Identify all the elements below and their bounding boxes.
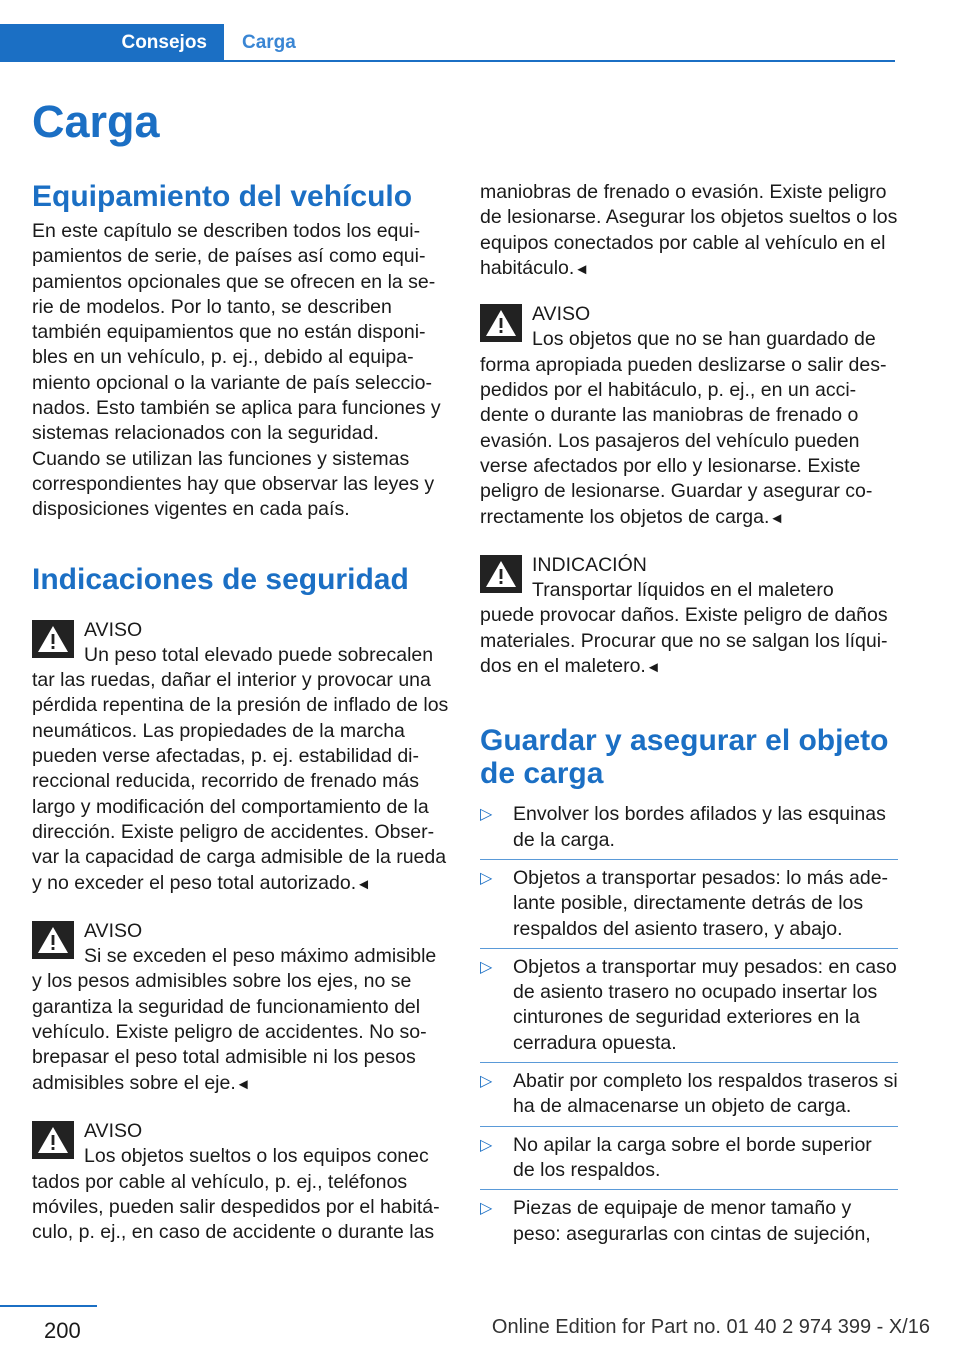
warning-triangle-icon [32, 620, 74, 658]
end-mark-icon: ◄ [235, 1075, 251, 1093]
warning-label: AVISO [532, 303, 591, 326]
notice-text-rest: puede provocar daños. Existe peligro de daños materiales. Procurar que no se salgan los líquidos en el maletero. [480, 604, 888, 678]
warning-triangle-icon [32, 1121, 74, 1159]
warning-text-first: Si se exceden el peso máximo admisible [84, 945, 437, 968]
notice-label: INDICACIÓN [532, 553, 647, 576]
cargo-list [480, 802, 898, 1246]
warning-text [32, 668, 450, 897]
warning-block [32, 1119, 450, 1245]
triangle-bullet-icon: ▷ [480, 806, 493, 824]
list-item [480, 866, 898, 942]
warning-text-rest: forma apropiada pueden deslizarse o salir despedidos por el habitáculo, p. ej., en un accidente o durante las maniobras de frenado o evasión. Los pasajeros del vehículo pueden verse afectados por ello y lesionarse. Existe peligro de lesionarse. Guardar y asegurar correctamente los objetos de carga. [480, 353, 887, 528]
page-number: 200 [44, 1318, 81, 1343]
end-mark-icon: ◄ [645, 659, 661, 677]
list-item [480, 1196, 898, 1247]
page-title: Carga [32, 96, 160, 147]
section-heading-equipamiento: Equipamiento del vehículo [32, 180, 413, 213]
list-divider [480, 1126, 898, 1127]
warning-text-first: Los objetos que no se han guardado de [532, 328, 876, 351]
warning-text-rest: y los pesos admisibles sobre los ejes, no se garantiza la seguridad de funcionamiento del vehículo. Existe peligro de accidentes. No sobrepasar el peso total admisible ni los pesos admisibles sobre el eje. [32, 970, 427, 1094]
notice-text-first: Transportar líquidos en el maletero [532, 579, 834, 602]
right-column [480, 180, 898, 1253]
list-item [480, 1133, 898, 1184]
list-item [480, 802, 898, 853]
warning-text [32, 969, 450, 1096]
triangle-bullet-icon: ▷ [480, 869, 493, 887]
warning-block [480, 302, 898, 531]
list-divider [480, 859, 898, 860]
continuation-text [480, 180, 898, 282]
list-item [480, 955, 898, 1056]
section-body-equipamiento: En este capítulo se describen todos los equipamientos de serie, de países así como equipamientos opcionales que se ofrecen en la serie de modelos. Por lo tanto, se describen también equipamientos que no están disponibles en un vehículo, p. ej., debido al equipamiento opcional o la variante de país seleccionados. Esto también se aplica para funciones y sistemas relacionados con la seguridad. Cuando se utilizan las funciones y sistemas correspondientes hay que observar las leyes y disposiciones vigentes en cada país. [32, 220, 441, 521]
end-mark-icon: ◄ [574, 260, 590, 278]
warning-text-first: Un peso total elevado puede sobrecalen [84, 643, 434, 666]
left-column [32, 180, 450, 1245]
warning-label: AVISO [84, 919, 143, 942]
list-divider [480, 948, 898, 949]
continuation-body: maniobras de frenado o evasión. Existe peligro de lesionarse. Asegurar los objetos sueltos o los equipos conectados por cable al vehículo en el habitáculo. [480, 181, 898, 279]
tab-consejos[interactable]: Consejos [0, 24, 224, 61]
triangle-bullet-icon: ▷ [480, 1200, 493, 1218]
edition-text: Online Edition for Part no. 01 40 2 974 399 - X/16 [491, 1316, 930, 1338]
triangle-bullet-icon: ▷ [480, 1136, 493, 1154]
warning-triangle-icon [480, 555, 522, 593]
warning-triangle-icon [32, 921, 74, 959]
list-item-text: Piezas de equipaje de menor tamaño y peso: asegurarlas con cintas de sujeción, [513, 1197, 871, 1245]
list-item-text: Objetos a transportar muy pesados: en caso de asiento trasero no ocupado insertar los cinturones de seguridad exteriores en la cerradura opuesta. [513, 955, 897, 1054]
warning-triangle-icon [480, 304, 522, 342]
tab-carga[interactable]: Carga [242, 32, 296, 53]
list-item [480, 1069, 898, 1120]
warning-text [480, 353, 898, 531]
warning-label: AVISO [84, 1119, 143, 1142]
list-item-text: Abatir por completo los respaldos traseros si ha de almacenarse un objeto de carga. [513, 1070, 898, 1118]
warning-text-rest: tar las ruedas, dañar el interior y provocar una pérdida repentina de la presión de inflado de los neumáticos. Las propiedades de la marcha pueden verse afectadas, p. ej. estabilidad direccional reducida, recorrido de frenado más largo y modificación del comportamiento de la dirección. Existe peligro de accidentes. Observar la capacidad de carga admisible de la rueda y no exceder el peso total autorizado. [32, 669, 449, 894]
list-item-text: Envolver los bordes afilados y las esquinas de la carga. [513, 803, 886, 851]
end-mark-icon: ◄ [356, 875, 371, 893]
warning-text-rest: tados por cable al vehículo, p. ej., teléfonos móviles, pueden salir despedidos por el habitáculo, p. ej., en caso de accidente o durante las [32, 1170, 440, 1244]
list-divider [480, 1189, 898, 1190]
notice-block [480, 553, 898, 680]
header-tabs [0, 24, 895, 62]
warning-text-first: Los objetos sueltos o los equipos conec [84, 1145, 429, 1168]
warning-block [32, 919, 450, 1097]
list-item-text: No apilar la carga sobre el borde superior de los respaldos. [513, 1133, 872, 1181]
notice-text [480, 603, 898, 680]
section-heading-seguridad: Indicaciones de seguridad [32, 562, 409, 596]
end-mark-icon: ◄ [769, 509, 785, 527]
list-divider [480, 1062, 898, 1063]
list-item-text: Objetos a transportar pesados: lo más adelante posible, directamente detrás de los respaldos del asiento trasero, y abajo. [513, 866, 889, 940]
triangle-bullet-icon: ▷ [480, 958, 493, 976]
section-heading-guardar: Guardar y asegurar el objeto de carga [480, 724, 889, 791]
warning-block [32, 618, 450, 897]
triangle-bullet-icon: ▷ [480, 1073, 493, 1091]
footer-rule [0, 1305, 97, 1307]
warning-label: AVISO [84, 618, 143, 641]
